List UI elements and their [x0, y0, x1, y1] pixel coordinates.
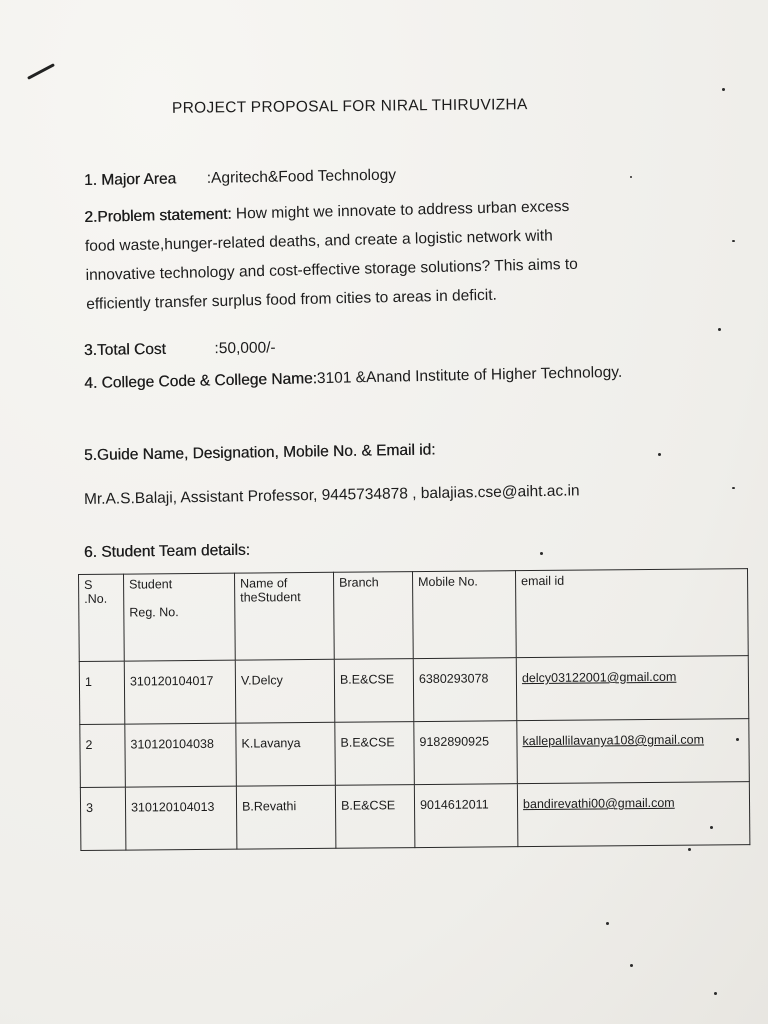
scan-speck: [688, 848, 691, 851]
cell-branch: B.E&CSE: [334, 659, 414, 723]
scan-speck: [736, 738, 739, 741]
college-info: [84, 356, 677, 399]
cell-name: B.Revathi: [236, 785, 336, 849]
guide-details: Mr.A.S.Balaji, Assistant Professor, 9445734878 , balajias.cse@aiht.ac.in: [83, 482, 580, 508]
header-sno: S .No.: [79, 574, 125, 661]
table-row: [80, 719, 750, 788]
total-cost-value: :50,000/-: [214, 339, 276, 358]
cell-mobile: 9182890925: [414, 721, 518, 785]
scan-speck: [630, 176, 632, 178]
scan-speck: [658, 453, 661, 456]
cell-sno: 3: [80, 787, 126, 850]
cell-email: bandirevathi00@gmail.com: [517, 782, 750, 847]
scan-speck: [710, 826, 713, 829]
team-heading-text: 6. Student Team details:: [83, 541, 251, 561]
header-reg-line2: Reg. No.: [129, 605, 179, 620]
cell-email: delcy03122001@gmail.com: [516, 656, 749, 721]
scan-speck: [732, 487, 735, 489]
table-row: [80, 782, 750, 851]
college-label: 4. College Code & College Name:: [84, 370, 318, 392]
major-area-label: 1. Major Area: [83, 170, 177, 189]
scan-speck: [540, 552, 543, 555]
cell-reg: 310120104017: [124, 660, 236, 724]
total-cost-line: [84, 339, 276, 360]
cell-reg: 310120104013: [125, 786, 237, 850]
header-branch: Branch: [333, 572, 413, 660]
major-area-line: [84, 167, 396, 190]
problem-statement-label: 2.Problem statement:: [84, 205, 232, 226]
guide-heading: [84, 441, 436, 465]
cell-sno: 2: [80, 724, 126, 787]
major-area-value: :Agritech&Food Technology: [206, 166, 397, 187]
college-value: 3101 &Anand Institute of Higher Technology.: [316, 363, 623, 388]
scan-speck: [722, 88, 725, 91]
cell-reg: 310120104038: [125, 723, 237, 787]
table-header-row: [79, 569, 749, 662]
scan-speck: [714, 992, 717, 995]
cell-branch: B.E&CSE: [335, 785, 415, 849]
table-row: [79, 656, 749, 725]
cell-branch: B.E&CSE: [335, 722, 415, 786]
cell-name: K.Lavanya: [236, 722, 336, 786]
problem-line-4: efficiently transfer surplus food from cities to areas in deficit.: [86, 286, 498, 313]
guide-label: 5.Guide Name, Designation, Mobile No. & Email id:: [83, 441, 436, 464]
page-title: PROJECT PROPOSAL FOR NIRAL THIRUVIZHA: [171, 96, 528, 117]
header-email: email id: [515, 569, 748, 658]
cell-mobile: 9014612011: [414, 784, 518, 848]
cell-name: V.Delcy: [235, 659, 335, 723]
problem-line-1: How might we innovate to address urban excess: [235, 197, 570, 223]
problem-statement: [84, 189, 686, 319]
scan-speck: [718, 328, 721, 331]
student-team-table: [78, 568, 750, 851]
cell-mobile: 6380293078: [413, 658, 517, 722]
total-cost-label: 3.Total Cost: [83, 340, 166, 359]
scan-speck: [732, 240, 735, 242]
header-reg-no: [124, 573, 236, 661]
header-reg-line1: Student: [129, 577, 173, 592]
pen-stroke-mark: [27, 63, 55, 80]
scan-speck: [630, 964, 633, 967]
scan-speck: [606, 922, 609, 925]
header-name: Name of theStudent: [234, 572, 334, 660]
team-heading: [84, 542, 250, 562]
header-mobile: Mobile No.: [412, 571, 516, 659]
problem-line-3: innovative technology and cost-effective storage solutions? This aims to: [85, 255, 578, 284]
problem-line-2: food waste,hunger-related deaths, and create a logistic network with: [84, 227, 553, 255]
cell-sno: 1: [79, 661, 125, 724]
cell-email: kallepallilavanya108@gmail.com: [517, 719, 750, 784]
